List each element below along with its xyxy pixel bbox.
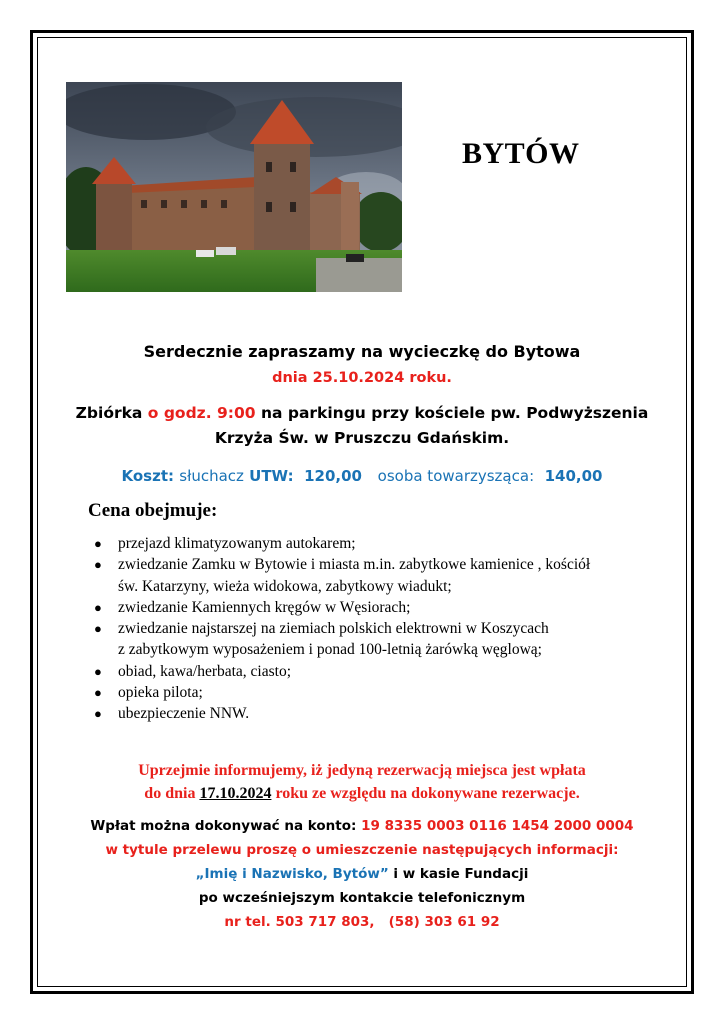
member-org: UTW: bbox=[249, 467, 294, 485]
list-item: ● opieka pilota; bbox=[90, 682, 650, 703]
reservation-notice-line-1: Uprzejmie informujemy, iż jedyną rezerwacją miejsca jest wpłata bbox=[138, 762, 586, 779]
phone-1: 503 717 803, bbox=[275, 914, 375, 930]
bullet-icon: ● bbox=[94, 663, 102, 679]
includes-list bbox=[90, 533, 650, 725]
reservation-notice-line-2: do dnia 17.10.2024 roku ze względu na dokonywane rezerwacje. bbox=[144, 785, 580, 802]
contact-line: po wcześniejszym kontakcie telefonicznym bbox=[198, 890, 526, 906]
bullet-icon: ● bbox=[94, 621, 102, 637]
account-number: 19 8335 0003 0116 1454 2000 0004 bbox=[361, 818, 634, 834]
invite-heading: Serdecznie zapraszamy na wycieczkę do Bytowa bbox=[143, 342, 581, 361]
cost-label: Koszt: bbox=[121, 467, 175, 485]
meeting-prefix: Zbiórka bbox=[75, 404, 143, 422]
member-label: słuchacz bbox=[179, 467, 244, 485]
account-line bbox=[60, 818, 664, 834]
includes-heading: Cena obejmuje: bbox=[88, 500, 218, 521]
transfer-title-line: w tytule przelewu proszę o umieszczenie następujących informacji: bbox=[105, 842, 619, 858]
bullet-icon: ● bbox=[94, 706, 102, 722]
meeting-place: na parkingu przy kościele pw. Podwyższenia bbox=[260, 404, 649, 422]
castle-photo bbox=[66, 82, 402, 292]
transfer-example-line bbox=[60, 866, 664, 882]
transfer-suffix: i w kasie Fundacji bbox=[393, 866, 529, 882]
list-item: ● zwiedzanie Zamku w Bytowie i miasta m.in. zabytkowe kamienice , kościół św. Katarzyny, wieża widokowa, zabytkowy wiadukt; bbox=[94, 556, 591, 595]
companion-price: 140,00 bbox=[544, 467, 603, 485]
phone-line bbox=[60, 914, 664, 930]
member-price: 120,00 bbox=[304, 467, 362, 485]
list-item: ● obiad, kawa/herbata, ciasto; bbox=[90, 661, 650, 682]
list-item: ● zwiedzanie najstarszej na ziemiach polskich elektrowni w Koszycach z zabytkowym wyposażeniem i ponad 100-letnią żarówką węglową; bbox=[94, 620, 549, 659]
meeting-time: o godz. 9:00 bbox=[147, 404, 256, 422]
companion-label: osoba towarzysząca: bbox=[377, 467, 535, 485]
bullet-icon: ● bbox=[94, 685, 102, 701]
phone-2: (58) 303 61 92 bbox=[388, 914, 500, 930]
bullet-icon: ● bbox=[94, 536, 102, 551]
cost-line bbox=[60, 467, 664, 485]
list-item: ● ubezpieczenie NNW. bbox=[90, 703, 650, 724]
bullet-icon: ● bbox=[94, 599, 102, 615]
deadline-date: 17.10.2024 bbox=[199, 785, 272, 802]
transfer-example: „Imię i Nazwisko, Bytów” bbox=[195, 866, 389, 882]
list-item: ● przejazd klimatyzowanym autokarem; bbox=[90, 533, 650, 554]
trip-date: dnia 25.10.2024 roku. bbox=[272, 370, 452, 386]
list-item: ● zwiedzanie Kamiennych kręgów w Węsiorach; bbox=[90, 597, 650, 618]
account-label: Wpłat można dokonywać na konto: bbox=[90, 818, 357, 834]
bullet-icon: ● bbox=[94, 557, 102, 573]
meeting-line-2: Krzyża Św. w Pruszczu Gdańskim. bbox=[214, 429, 510, 447]
phone-label: nr tel. bbox=[224, 914, 271, 930]
town-title: BYTÓW bbox=[462, 137, 580, 170]
meeting-line-1 bbox=[60, 404, 664, 422]
